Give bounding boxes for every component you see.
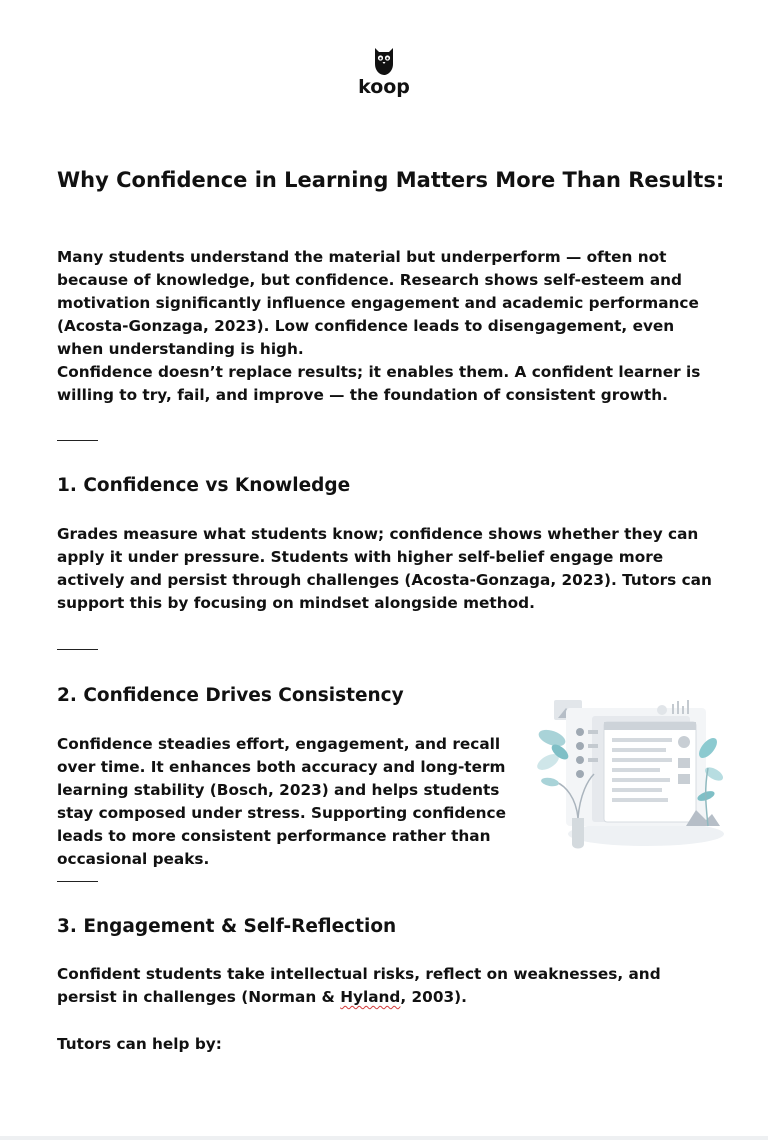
section-3-body-text: Confident students take intellectual risks, reflect on weaknesses, and persist in challenges (Norman & bbox=[57, 965, 661, 1006]
section-2-body: Confidence steadies effort, engagement, and recall over time. It enhances both accuracy and long-term learning stability (Bosch, 2023) and helps students stay composed under stress. Supporting confidence leads to more consistent performance rather than occasional peaks. bbox=[57, 735, 506, 868]
logo-wordmark: koop bbox=[358, 76, 410, 98]
dashboard-plants-illustration bbox=[536, 698, 726, 854]
section-3-followup: Tutors can help by: bbox=[57, 1035, 222, 1053]
intro-paragraph-2: Confidence doesn’t replace results; it enables them. A confident learner is willing to try, fail, and improve — the foundation of consistent growth. bbox=[57, 363, 701, 404]
page-bottom-edge bbox=[0, 1136, 768, 1140]
intro-paragraph-1: Many students understand the material but underperform — often not because of knowledge, but confidence. Research shows self-esteem and motivation significantly influence engagement and academic performance (Acosta-Gonzaga, 2023). Low confidence leads to disengagement, even when understanding is high. bbox=[57, 248, 699, 358]
page-title: Why Confidence in Learning Matters More Than Results: bbox=[57, 168, 725, 192]
brand-logo bbox=[0, 46, 768, 97]
section-3-body-end: , 2003). bbox=[400, 988, 467, 1006]
section-divider bbox=[57, 881, 98, 882]
section-3-heading: 3. Engagement & Self-Reflection bbox=[57, 916, 397, 937]
section-3-body bbox=[57, 963, 717, 1009]
section-1-heading: 1. Confidence vs Knowledge bbox=[57, 475, 351, 496]
section-divider bbox=[57, 440, 98, 441]
section-2-heading: 2. Confidence Drives Consistency bbox=[57, 685, 404, 706]
owl-logo-icon bbox=[373, 46, 395, 76]
section-divider bbox=[57, 649, 98, 650]
misspelled-word[interactable]: Hyland bbox=[340, 988, 401, 1006]
section-1-body: Grades measure what students know; confidence shows whether they can apply it under pressure. Students with higher self-belief engage more actively and persist through challenges (Acosta-Gonzaga, 2023). Tutors can support this by focusing on mindset alongside method. bbox=[57, 525, 712, 612]
